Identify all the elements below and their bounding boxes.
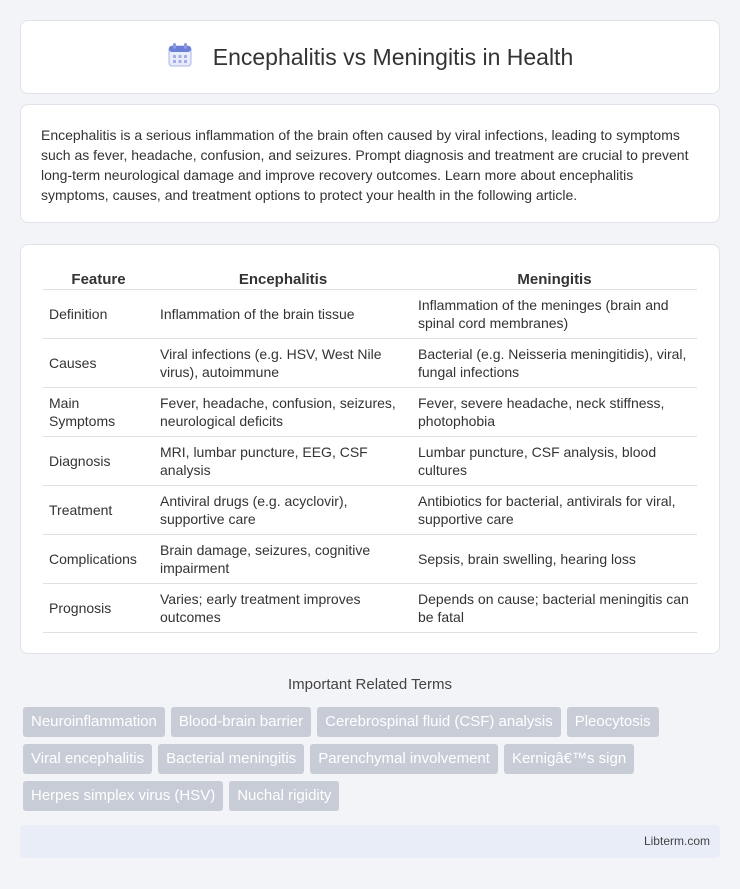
footer-site-link[interactable]: Libterm.com (643, 834, 710, 848)
row-feature: Main Symptoms (43, 388, 154, 437)
related-terms-title: Important Related Terms (288, 676, 452, 693)
header-encephalitis: Encephalitis (154, 265, 412, 290)
term-tag[interactable]: Neuroinflammation (23, 707, 165, 737)
table-header-row (43, 265, 697, 290)
row-meningitis: Antibiotics for bacterial, antivirals for viral, supportive care (412, 486, 697, 535)
intro-card (20, 104, 720, 223)
term-tag[interactable]: Pleocytosis (567, 707, 659, 737)
row-feature: Treatment (43, 486, 154, 535)
comparison-card (20, 244, 720, 654)
row-feature: Diagnosis (43, 437, 154, 486)
term-tag[interactable]: Cerebrospinal fluid (CSF) analysis (317, 707, 561, 737)
row-encephalitis: Antiviral drugs (e.g. acyclovir), supportive care (154, 486, 412, 535)
calendar-icon (167, 42, 193, 73)
row-encephalitis: Viral infections (e.g. HSV, West Nile virus), autoimmune (154, 339, 412, 388)
header-feature: Feature (43, 265, 154, 290)
row-encephalitis: Varies; early treatment improves outcomes (154, 584, 412, 633)
intro-text: Encephalitis is a serious inflammation of the brain often caused by viral infections, leading to symptoms such as fever, headache, confusion, and seizures. Prompt diagnosis and treatment are crucial to prevent long-term neurological damage and improve recovery outcomes. Learn more about encephalitis symptoms, causes, and treatment options to protect your health in the following article. (41, 127, 689, 203)
row-feature: Definition (43, 290, 154, 339)
row-feature: Prognosis (43, 584, 154, 633)
row-meningitis: Sepsis, brain swelling, hearing loss (412, 535, 697, 584)
row-encephalitis: Fever, headache, confusion, seizures, neurological deficits (154, 388, 412, 437)
row-encephalitis: Inflammation of the brain tissue (154, 290, 412, 339)
page-title: Encephalitis vs Meningitis in Health (212, 43, 574, 70)
row-feature: Complications (43, 535, 154, 584)
table-row (43, 388, 697, 437)
related-terms-list (23, 707, 723, 811)
table-row (43, 535, 697, 584)
table-row (43, 486, 697, 535)
term-tag[interactable]: Viral encephalitis (23, 744, 152, 774)
term-tag[interactable]: Bacterial meningitis (158, 744, 304, 774)
term-tag[interactable]: Blood-brain barrier (171, 707, 311, 737)
term-tag[interactable]: Nuchal rigidity (229, 781, 339, 811)
table-row (43, 437, 697, 486)
row-feature: Causes (43, 339, 154, 388)
table-row (43, 290, 697, 339)
footer (20, 825, 720, 858)
table-row (43, 584, 697, 633)
row-meningitis: Fever, severe headache, neck stiffness, photophobia (412, 388, 697, 437)
row-encephalitis: MRI, lumbar puncture, EEG, CSF analysis (154, 437, 412, 486)
term-tag[interactable]: Parenchymal involvement (310, 744, 498, 774)
row-meningitis: Depends on cause; bacterial meningitis can be fatal (412, 584, 697, 633)
row-meningitis: Lumbar puncture, CSF analysis, blood cultures (412, 437, 697, 486)
row-meningitis: Inflammation of the meninges (brain and spinal cord membranes) (412, 290, 697, 339)
table-row (43, 339, 697, 388)
title-wrap (167, 42, 574, 73)
row-encephalitis: Brain damage, seizures, cognitive impairment (154, 535, 412, 584)
term-tag[interactable]: Herpes simplex virus (HSV) (23, 781, 223, 811)
header-card (20, 20, 720, 94)
term-tag[interactable]: Kernigâ€™s sign (504, 744, 634, 774)
header-meningitis: Meningitis (412, 265, 697, 290)
comparison-table (43, 265, 697, 633)
row-meningitis: Bacterial (e.g. Neisseria meningitidis), viral, fungal infections (412, 339, 697, 388)
